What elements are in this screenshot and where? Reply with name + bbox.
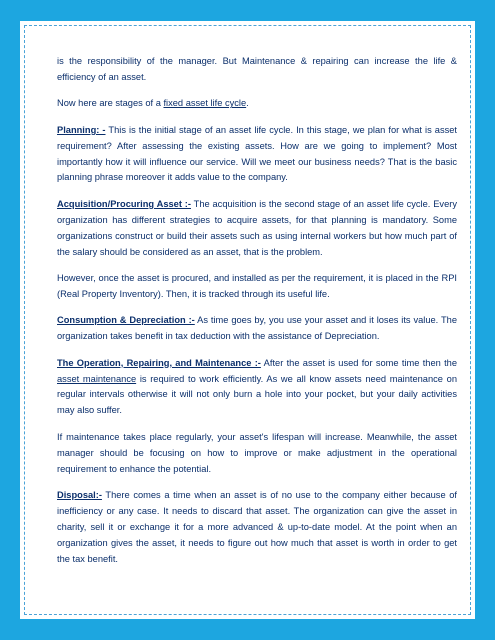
paragraph-acquisition (57, 197, 457, 261)
paragraph-text: There comes a time when an asset is of no use to the company either because of inefficiency or any case. It needs to discard that asset. The organization can give the asset in charity, sell it or exchange it for a more advanced & up-to-date model. At the point when an organization gives the asset, it needs to figure out how much that asset is worth in order to get the tax benefit. (57, 489, 457, 564)
paragraph-operation (57, 356, 457, 420)
paragraph-text: is the responsibility of the manager. But Maintenance & repairing can increase the life & efficiency of an asset. (57, 56, 457, 82)
operation-heading: The Operation, Repairing, and Maintenance :- (57, 357, 261, 368)
paragraph-text: This is the initial stage of an asset life cycle. In this stage, we plan for what is asset requirement? After assessing the existing assets. How are we going to implement? Most importantly how it will influence our service. Will we meet our business needs? That is the basic planning phrase moreover it adds value to the company. (57, 124, 458, 183)
consumption-heading: Consumption & Depreciation :- (57, 315, 195, 326)
paragraph-disposal (57, 488, 457, 568)
paragraph-stages (57, 96, 457, 112)
planning-heading: Planning: - (57, 124, 106, 135)
acquisition-heading: Acquisition/Procuring Asset :- (57, 198, 191, 209)
paragraph-intro (57, 54, 457, 86)
paragraph-text: If maintenance takes place regularly, your asset's lifespan will increase. Meanwhile, the asset manager should be focusing on how to improve or make adjustment in the operational requirement to enhance the potential. (57, 431, 457, 474)
document-body (57, 54, 457, 578)
paragraph-however (57, 271, 457, 303)
paragraph-planning (57, 123, 457, 187)
asset-maintenance-link[interactable]: asset maintenance (57, 373, 137, 384)
paragraph-consumption (57, 313, 457, 345)
paragraph-text: As time goes by, you use your asset and it loses its value. The organization takes benefit in tax deduction with the assistance of Depreciation. (57, 315, 458, 342)
paragraph-text: The acquisition is the second stage of an asset life cycle. Every organization has different strategies to acquire assets, for that planning is mandatory. Some organizations construct or build their assets such as using internal workers but how much part of the salary should be considered as an asset, that is the problem. (57, 198, 457, 257)
disposal-heading: Disposal:- (57, 489, 102, 500)
paragraph-maintenance (57, 430, 457, 478)
document-page (20, 21, 475, 619)
paragraph-text: However, once the asset is procured, and installed as per the requirement, it is placed in the RPI (Real Property Inventory). Then, it is tracked through its useful life. (57, 272, 457, 299)
paragraph-text: Now here are stages of a (57, 98, 164, 109)
fixed-asset-life-cycle-link[interactable]: fixed asset life cycle (163, 98, 247, 109)
paragraph-text: is required to work efficiently. As we all know assets need maintenance on regular intervals otherwise it will not only burn a hole into your pocket, but your daily activities may also suffer. (57, 373, 457, 416)
paragraph-text: After the asset is used for some time then the (260, 357, 457, 368)
paragraph-text: . (246, 98, 249, 109)
